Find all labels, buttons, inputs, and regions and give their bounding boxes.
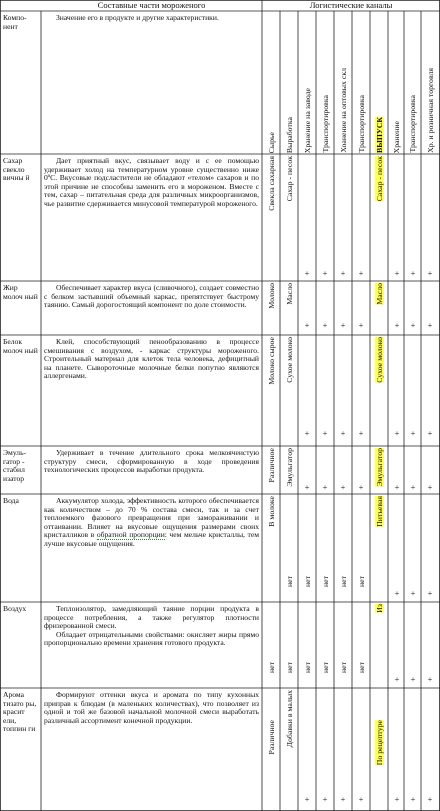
plus-mark: +	[340, 429, 346, 438]
component-protein: Белок молоч ный	[3, 337, 38, 355]
plus-mark: +	[358, 483, 364, 492]
plus-mark: +	[304, 429, 310, 438]
water-text-a: Аккумулятор холода, эффективность которого обеспечивается как количеством – до 70 % состава смеси, так и за счет теплоемкого фазового превращения при замораживании и оттаивании. Влияет на вкусовые ощущения размерами своих кристалликов в	[44, 496, 259, 540]
description-fat: Обеспечивает характер вкуса (сливочного), создает совместно с белком застывший объемный каркас, препятствует быстрому таянию. Самый дорогостоящий компонент по доле стоимости.	[44, 283, 259, 310]
description-sugar: Дает приятный вкус, связывает воду и с ее помощью удерживает холод на температурном уровне существенно ниже 0ºС. Вкусовые подсластители не обладают «телом» сахаров и по этой причине не способны заменить его в мороженом. Вместе с тем, сахар – питательная среда для различных микроорганизмов, чье развитие сдерживается минусовой температурой мороженого.	[44, 156, 259, 208]
neg-mark: нет	[284, 576, 294, 588]
channel-header-retail: Хр. и розничная торговля	[425, 68, 435, 153]
production-sugar: Сахар - песок	[284, 156, 294, 202]
raw-fat: Молоко	[266, 283, 276, 309]
plus-mark: +	[358, 321, 364, 330]
description-protein: Клей, способствующий пенообразованию в процессе смешивания с воздухом, - каркас структуры мороженого. Строительный материал для клеток тела человека, дефицитный на планете. Сывороточные молочные белки попутно являются аллергенами.	[44, 337, 259, 381]
component-air: Воздух	[3, 604, 27, 613]
plus-mark: +	[427, 675, 433, 684]
plus-mark: +	[427, 483, 433, 492]
release-water: Питьевая	[374, 496, 384, 527]
air-text-a: Теплоизолятор, замедляющий таяние порции продукта в процессе потребления, а также регулятор плотности фризерованной смеси.	[44, 604, 259, 631]
release-fat: Масло	[374, 283, 384, 305]
plus-mark: +	[304, 321, 310, 330]
description-water	[41, 495, 262, 601]
neg-mark: нет	[338, 662, 348, 674]
production-emulsifier: Эмульгатор	[284, 448, 294, 487]
release-air: Из	[374, 604, 384, 613]
plus-mark: +	[410, 675, 416, 684]
channel-header-transport-3: Транспортировка	[408, 95, 417, 153]
component-sugar: Сахар свекло вичны й	[3, 156, 30, 183]
plus-mark: +	[340, 483, 346, 492]
release-protein: Сухое молоко	[374, 337, 384, 383]
neg-mark: нет	[284, 662, 294, 674]
plus-mark: +	[322, 483, 328, 492]
plus-mark: +	[427, 321, 433, 330]
raw-aromatizers: Различное	[266, 720, 276, 755]
plus-mark: +	[427, 589, 433, 598]
plus-mark: +	[427, 269, 433, 278]
component-water: Вода	[3, 496, 19, 505]
release-sugar: Сахар - песок	[374, 156, 384, 202]
plus-mark: +	[410, 269, 416, 278]
plus-mark: +	[394, 483, 400, 492]
plus-mark: +	[340, 269, 346, 278]
plus-mark: +	[304, 483, 310, 492]
plus-mark: +	[358, 429, 364, 438]
channel-header-transport-1: Транспортировка	[320, 95, 330, 153]
water-text-c: : чем мельче кристаллы, тем лучше вкусовые ощущения.	[44, 530, 259, 548]
water-text-b: обратной пропорции	[96, 530, 165, 540]
description-emulsifier: Удерживает в течение длительного срока мелкоячеистую структуру смеси, сформированную в ходе проведения технологических процессов выработки продукта.	[44, 448, 259, 475]
raw-protein: Молоко сырое	[266, 337, 276, 385]
raw-sugar: Свекла сахарная	[266, 156, 276, 211]
channel-header-transport-2: Транспортировка	[356, 95, 366, 153]
raw-emulsifier: Различное	[266, 448, 276, 483]
production-fat: Масло	[284, 283, 294, 305]
plus-mark: +	[427, 429, 433, 438]
channel-header-release: ВЫПУСК	[374, 117, 384, 153]
neg-mark: нет	[320, 576, 330, 588]
plus-mark: +	[322, 269, 328, 278]
plus-mark: +	[410, 321, 416, 330]
neg-mark: нет	[302, 662, 312, 674]
production-protein: Сухое молоко	[284, 337, 294, 383]
air-text-b: Обладает отрицательными свойствами: окисляет жиры прямо пропорционально времени хранения готового продукта.	[44, 629, 259, 648]
plus-mark: +	[394, 269, 400, 278]
raw-water: В молоке	[266, 496, 276, 527]
plus-mark: +	[410, 589, 416, 598]
neg-mark: нет	[320, 662, 330, 674]
channel-header-storage: Хранение	[391, 120, 401, 153]
plus-mark: +	[394, 675, 400, 684]
production-aromatizers: Добавки в малых	[284, 690, 294, 748]
release-aromatizers: По рецептуре	[374, 720, 384, 766]
component-fat: Жир молоч ный	[3, 283, 38, 301]
channel-header-raw: Сырье	[266, 131, 276, 153]
plus-mark: +	[358, 795, 364, 804]
neg-mark: нет	[356, 662, 366, 674]
plus-mark: +	[322, 795, 328, 804]
plus-mark: +	[322, 321, 328, 330]
plus-mark: +	[340, 321, 346, 330]
description-air	[41, 603, 262, 687]
neg-mark: нет	[266, 662, 276, 674]
column-header-component: Компо-нент	[3, 13, 27, 31]
plus-mark: +	[410, 483, 416, 492]
channel-header-wholesale-storage: Хоанение на оптовых скл	[338, 68, 348, 153]
plus-mark: +	[394, 429, 400, 438]
plus-mark: +	[340, 795, 346, 804]
neg-mark: нет	[302, 576, 312, 588]
plus-mark: +	[394, 321, 400, 330]
plus-mark: +	[410, 429, 416, 438]
plus-mark: +	[410, 795, 416, 804]
release-emulsifier: Эмульгатор	[374, 448, 384, 487]
plus-mark: +	[394, 589, 400, 598]
right-section-title: Логистические каналы	[309, 0, 393, 10]
plus-mark: +	[394, 795, 400, 804]
plus-mark: +	[427, 795, 433, 804]
plus-mark: +	[304, 269, 310, 278]
column-header-meaning: Значение его в продукте и другие характеристики.	[56, 13, 219, 22]
component-emulsifier: Эмуль-гатор - стабил изатор	[3, 448, 27, 483]
component-aromatizers: Арома тизато ры, красит ели, топпин ги	[3, 690, 37, 734]
neg-mark: нет	[356, 576, 366, 588]
plus-mark: +	[304, 795, 310, 804]
description-aromatizers: Формируют оттенки вкуса и аромата по типу кухонных приправ к блюдам (в маленьких количествах), что позволяет из одной и той же базовой начальной молочной смеси выработать различный ассортимент конечной продукции.	[44, 690, 259, 725]
channel-header-production: Выработка	[284, 116, 294, 153]
channel-header-plant-storage: Хранение на заводе	[302, 87, 312, 153]
left-section-title: Составные части мороженого	[97, 0, 206, 10]
plus-mark: +	[358, 269, 364, 278]
plus-mark: +	[322, 429, 328, 438]
neg-mark: нет	[338, 576, 348, 588]
